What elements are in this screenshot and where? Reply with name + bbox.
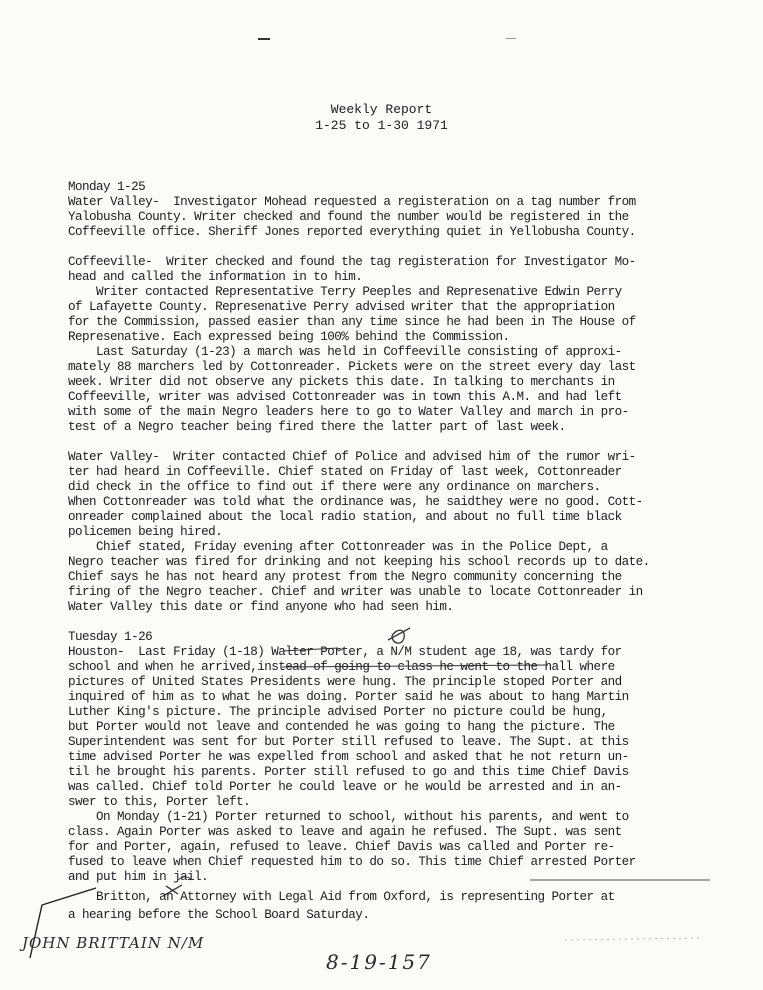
text-line: but Porter would not leave and contended he was going to hang the picture. The: [68, 720, 615, 734]
text-line: did check in the office to find out if there were any ordinance on marchers.: [68, 480, 601, 494]
text-line: Coffeeville office. Sheriff Jones reported everything quiet in Yellobusha County.: [68, 225, 636, 239]
text-line: When Cottonreader was told what the ordinance was, he saidthey were no good. Cott-: [68, 495, 643, 509]
text-line: school and when he arrived,instead of going to class he went to the hall where: [68, 660, 615, 674]
text-line: inquired of him as to what he was doing. Porter said he was about to hang Martin: [68, 690, 629, 704]
report-title: Weekly Report: [330, 102, 433, 117]
text-line: head and called the information in to him.: [68, 270, 363, 284]
text-line: Houston- Last Friday (1-18) Walter Porter, a N/M student age 18, was tardy for: [68, 645, 622, 659]
text-line: Chief stated, Friday evening after Cottonreader was in the Police Dept, a: [68, 540, 608, 554]
text-line: and put him in jail.: [68, 870, 209, 884]
text-line: of Lafayette County. Represenative Perry advised writer that the appropriation: [68, 300, 615, 314]
text-line: Superintendent was sent for but Porter still refused to leave. The Supt. at this: [68, 735, 629, 749]
text-line: pictures of United States Presidents were hung. The principle stoped Porter and: [68, 675, 622, 689]
text-line: mately 88 marchers led by Cottonreader. Pickets were on the street every day last: [68, 360, 636, 374]
text-line: Coffeeville- Writer checked and found the tag registeration for Investigator Mo-: [68, 255, 636, 269]
text-line: On Monday (1-21) Porter returned to school, without his parents, and went to: [68, 810, 629, 824]
text-line: with some of the main Negro leaders here to go to Water Valley and march in pro-: [68, 405, 629, 419]
text-line: Water Valley- Writer contacted Chief of Police and advised him of the rumor wri-: [68, 450, 636, 464]
text-line: was called. Chief told Porter he could leave or he would be arrested and in an-: [68, 780, 622, 794]
text-line: a hearing before the School Board Saturday.: [68, 908, 370, 922]
text-line: for and Porter, again, refused to leave. Chief Davis was called and Porter re-: [68, 840, 615, 854]
text-line: class. Again Porter was asked to leave and again he refused. The Supt. was sent: [68, 825, 622, 839]
text-line: Last Saturday (1-23) a march was held in Coffeeville consisting of approxi-: [68, 345, 622, 359]
text-line: for the Commission, passed easier than any time since he had been in The House of: [68, 315, 636, 329]
handwritten-signature: JOHN BRITTAIN N/M: [22, 934, 205, 952]
document-number: 8-19-157: [326, 950, 432, 974]
text-line: til he brought his parents. Porter still refused to go and this time Chief Davis: [68, 765, 629, 779]
text-line: Tuesday 1-26: [68, 630, 153, 644]
text-line: Water Valley this date or find anyone who had seen him.: [68, 600, 454, 614]
text-line: Writer contacted Representative Terry Peeples and Represenative Edwin Perry: [68, 285, 622, 299]
text-line: Luther King's picture. The principle advised Porter no picture could be hung,: [68, 705, 608, 719]
text-line: firing of the Negro teacher. Chief and writer was unable to locate Cottonreader in: [68, 585, 643, 599]
text-line: Water Valley- Investigator Mohead requested a registeration on a tag number from: [68, 195, 636, 209]
text-line: Negro teacher was fired for drinking and not keeping his school records up to date.: [68, 555, 650, 569]
text-line: Coffeeville, writer was advised Cottonreader was in town this A.M. and had left: [68, 390, 622, 404]
text-line: Represenative. Each expressed being 100% behind the Commission.: [68, 330, 510, 344]
text-line: test of a Negro teacher being fired there the latter part of last week.: [68, 420, 566, 434]
text-line: Chief says he has not heard any protest from the Negro community concerning the: [68, 570, 622, 584]
text-line: week. Writer did not observe any pickets this date. In talking to merchants in: [68, 375, 615, 389]
text-line: time advised Porter he was expelled from school and asked that he not return un-: [68, 750, 629, 764]
text-line: swer to this, Porter left.: [68, 795, 251, 809]
text-line: Yalobusha County. Writer checked and found the number would be registered in the: [68, 210, 629, 224]
text-line: Britton, an Attorney with Legal Aid from Oxford, is representing Porter at: [68, 890, 615, 904]
text-line: onreader complained about the local radio station, and about no full time black: [68, 510, 622, 524]
text-line: fused to leave when Chief requested him to do so. This time Chief arrested Porter: [68, 855, 636, 869]
text-line: ter had heard in Coffeeville. Chief stated on Friday of last week, Cottonreader: [68, 465, 622, 479]
text-line: Monday 1-25: [68, 180, 146, 194]
report-dates: 1-25 to 1-30 1971: [315, 118, 448, 133]
text-line: policemen being hired.: [68, 525, 223, 539]
